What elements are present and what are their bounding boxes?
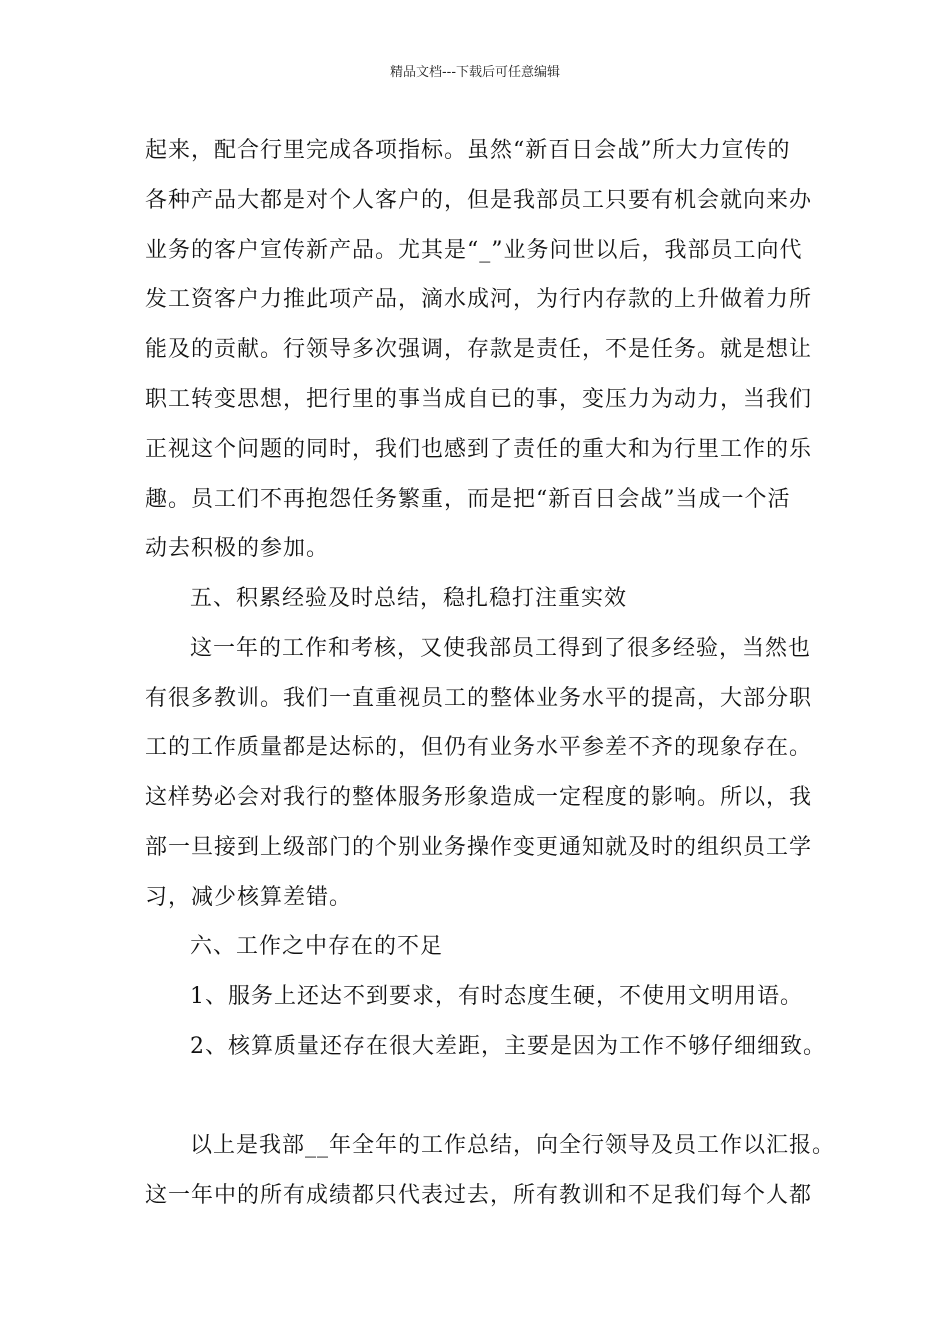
paragraph-line: 起来，配合行里完成各项指标。虽然“新百日会战”所大力宣传的 [145,138,791,163]
paragraph-line: 各种产品大都是对个人客户的，但是我部员工只要有机会就向来办 [145,188,813,213]
paragraph-line: 以上是我部__年全年的工作总结，向全行领导及员工作以汇报。 [190,1133,836,1158]
paragraph-line: 部一旦接到上级部门的个别业务操作变更通知就及时的组织员工学 [145,835,813,860]
paragraph-line: 工的工作质量都是达标的，但仍有业务水平参差不齐的现象存在。 [145,735,813,760]
paragraph-line: 能及的贡献。行领导多次强调，存款是责任，不是任务。就是想让 [145,337,813,362]
page-header: 精品文档---下载后可任意编辑 [389,65,561,80]
section-heading: 六、工作之中存在的不足 [190,934,444,959]
paragraph-line: 习，减少核算差错。 [145,885,353,910]
list-item: 2、核算质量还存在很大差距，主要是因为工作不够仔细细致。 [190,1034,826,1059]
paragraph-line: 职工转变思想，把行里的事当成自已的事，变压力为动力，当我们 [145,387,813,412]
paragraph-line: 这一年中的所有成绩都只代表过去，所有教训和不足我们每个人都 [145,1183,813,1208]
paragraph-line: 发工资客户力推此项产品，滴水成河，为行内存款的上升做着力所 [145,287,813,312]
paragraph-line: 正视这个问题的同时，我们也感到了责任的重大和为行里工作的乐 [145,437,813,462]
section-heading: 五、积累经验及时总结，稳扎稳打注重实效 [190,586,628,611]
list-item: 1、服务上还达不到要求，有时态度生硬，不使用文明用语。 [190,984,803,1009]
paragraph-line: 这样势必会对我行的整体服务形象造成一定程度的影响。所以，我 [145,785,813,810]
paragraph-line: 趣。员工们不再抱怨任务繁重，而是把“新百日会战”当成一个活 [145,487,791,512]
paragraph-line: 这一年的工作和考核，又使我部员工得到了很多经验，当然也 [190,636,812,661]
paragraph-line: 有很多教训。我们一直重视员工的整体业务水平的提高，大部分职 [145,686,813,711]
paragraph-line: 业务的客户宣传新产品。尤其是“_”业务问世以后，我部员工向代 [145,238,803,263]
paragraph-line: 动去积极的参加。 [145,536,330,561]
